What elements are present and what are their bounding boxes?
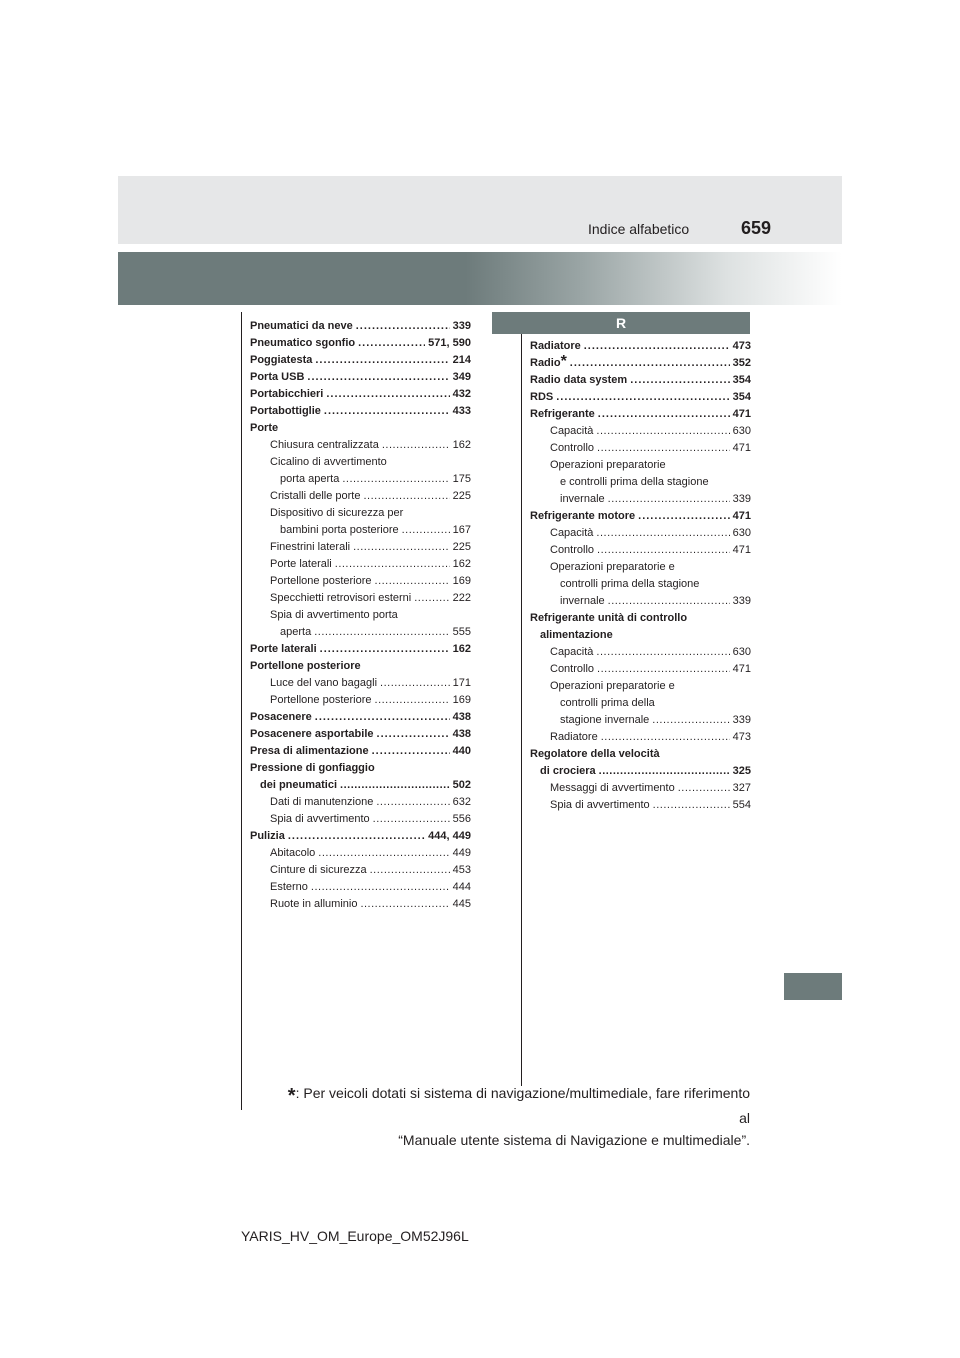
index-column-right <box>530 338 751 814</box>
entry-label: Cinture di sicurezza <box>270 864 367 876</box>
entry-page: 225 <box>452 541 471 553</box>
index-entry <box>250 488 471 505</box>
entry-label: Posacenere <box>250 711 312 723</box>
entry-label: Messaggi di avvertimento <box>550 782 675 794</box>
entry-page: 471 <box>732 442 751 454</box>
index-entry <box>250 862 471 879</box>
entry-page: 325 <box>732 765 751 777</box>
index-entry <box>530 491 751 508</box>
index-entry <box>530 525 751 542</box>
index-entry <box>530 610 751 627</box>
entry-page: 438 <box>452 728 471 740</box>
entry-label: Portabottiglie <box>250 405 321 417</box>
index-entry <box>250 879 471 896</box>
entry-label: alimentazione <box>540 629 613 641</box>
entry-label: Portellone posteriore <box>250 660 361 672</box>
entry-label: Radio <box>530 357 561 369</box>
entry-page: 449 <box>452 847 471 859</box>
index-entry <box>530 644 751 661</box>
entry-page: 444, 449 <box>428 830 471 842</box>
entry-page: 473 <box>732 340 751 352</box>
index-entry <box>530 372 751 389</box>
header-bar <box>118 176 842 244</box>
index-entry <box>250 573 471 590</box>
index-entry <box>530 780 751 797</box>
index-entry <box>250 845 471 862</box>
entry-label: Operazioni preparatorie <box>550 459 666 471</box>
entry-label: e controlli prima della stagione <box>560 476 709 488</box>
column-divider <box>521 312 522 1086</box>
entry-page: 556 <box>452 813 471 825</box>
leader-dots <box>597 661 730 678</box>
chapter-banner <box>118 252 842 305</box>
entry-label: porta aperta <box>280 473 340 485</box>
index-entry <box>250 420 471 437</box>
index-entry <box>530 797 751 814</box>
leader-dots <box>311 879 450 896</box>
letter-heading-r: R <box>492 312 750 334</box>
leader-dots <box>597 542 730 559</box>
leader-dots <box>630 372 729 389</box>
entry-page: 169 <box>452 575 471 587</box>
index-entry <box>530 729 751 746</box>
leader-dots <box>596 423 729 440</box>
entry-page: 473 <box>732 731 751 743</box>
index-entry <box>250 352 471 369</box>
entry-page: 630 <box>732 425 751 437</box>
leader-dots <box>597 440 730 457</box>
entry-label: Pneumatici da neve <box>250 320 353 332</box>
leader-dots <box>360 896 449 913</box>
leader-dots <box>584 338 730 355</box>
entry-page: 555 <box>452 626 471 638</box>
entry-page: 433 <box>452 405 471 417</box>
entry-label: Porte laterali <box>270 558 332 570</box>
index-entry <box>250 335 471 352</box>
entry-label: Porte <box>250 422 279 434</box>
index-entry <box>530 763 751 780</box>
entry-page: 471 <box>732 544 751 556</box>
entry-page: 571, 590 <box>428 337 471 349</box>
leader-dots <box>335 556 450 573</box>
index-entry <box>530 474 751 491</box>
index-entry <box>250 556 471 573</box>
index-entry <box>530 457 751 474</box>
entry-page: 432 <box>452 388 471 400</box>
document-id: YARIS_HV_OM_Europe_OM52J96L <box>241 1228 469 1244</box>
index-entry <box>250 692 471 709</box>
leader-dots <box>288 828 425 845</box>
entry-label: dei pneumatici <box>260 779 338 791</box>
entry-label: Spia di avvertimento porta <box>270 609 398 621</box>
leader-dots <box>599 763 730 780</box>
leader-dots <box>601 729 730 746</box>
leader-dots <box>318 845 449 862</box>
leader-dots <box>377 726 450 743</box>
entry-label: Esterno <box>270 881 308 893</box>
index-entry <box>250 590 471 607</box>
index-entry <box>250 658 471 675</box>
page-number: 659 <box>741 218 772 238</box>
leader-dots <box>370 862 450 879</box>
leader-dots <box>326 386 449 403</box>
index-entry <box>250 709 471 726</box>
leader-dots <box>652 712 729 729</box>
index-entry <box>250 641 471 658</box>
leader-dots <box>556 389 729 406</box>
leader-dots <box>570 355 730 372</box>
index-entry <box>530 627 751 644</box>
entry-label: Porte laterali <box>250 643 317 655</box>
index-entry <box>530 542 751 559</box>
index-entry <box>530 576 751 593</box>
leader-dots <box>653 797 730 814</box>
index-entry <box>250 454 471 471</box>
entry-label: Posacenere asportabile <box>250 728 374 740</box>
entry-label: Specchietti retrovisori esterni <box>270 592 412 604</box>
leader-dots <box>678 780 730 797</box>
leader-dots <box>324 403 450 420</box>
entry-page: 630 <box>732 646 751 658</box>
entry-label: Controllo <box>550 544 595 556</box>
entry-label: bambini porta posteriore <box>280 524 399 536</box>
entry-page: 444 <box>452 881 471 893</box>
entry-label: Pulizia <box>250 830 285 842</box>
chapter-side-tab <box>784 973 842 1000</box>
index-entry <box>530 406 751 423</box>
entry-label: Presa di alimentazione <box>250 745 369 757</box>
leader-dots <box>373 811 450 828</box>
entry-page: 222 <box>452 592 471 604</box>
entry-label: Spia di avvertimento <box>270 813 370 825</box>
index-entry <box>250 505 471 522</box>
index-entry <box>250 675 471 692</box>
entry-label: stagione invernale <box>560 714 650 726</box>
index-entry <box>530 423 751 440</box>
entry-page: 554 <box>732 799 751 811</box>
leader-dots <box>342 471 449 488</box>
index-entry: Radio * ..... 352 <box>530 355 751 372</box>
leader-dots <box>307 369 449 386</box>
entry-label: Regolatore della velocità <box>530 748 660 760</box>
entry-page: 352 <box>732 357 751 369</box>
entry-label: Dispositivo di sicurezza per <box>270 507 404 519</box>
leader-dots <box>382 437 450 454</box>
footnote-line-2: “Manuale utente sistema di Navigazione e multimediale”. <box>398 1132 750 1148</box>
entry-label: Pressione di gonfiaggio <box>250 762 375 774</box>
index-entry <box>530 712 751 729</box>
entry-page: 632 <box>452 796 471 808</box>
index-entry <box>530 440 751 457</box>
entry-label: Portabicchieri <box>250 388 324 400</box>
index-entry <box>250 760 471 777</box>
entry-page: 162 <box>452 439 471 451</box>
entry-label: Refrigerante <box>530 408 595 420</box>
footnote-star: * <box>287 1085 296 1107</box>
index-entry <box>250 624 471 641</box>
leader-dots <box>375 692 450 709</box>
index-entry <box>530 593 751 610</box>
footnote-text-1: : Per veicoli dotati si sistema di navigazione/multimediale, fare riferimento al <box>295 1085 750 1126</box>
index-entry <box>250 369 471 386</box>
index-entry <box>530 678 751 695</box>
index-entry <box>250 403 471 420</box>
leader-dots <box>375 573 450 590</box>
leader-dots <box>598 406 730 423</box>
leader-dots <box>608 491 730 508</box>
entry-label: Cristalli delle porte <box>270 490 361 502</box>
entry-label: controlli prima della <box>560 697 655 709</box>
entry-label: RDS <box>530 391 554 403</box>
leader-dots <box>638 508 730 525</box>
leader-dots <box>402 522 450 539</box>
entry-page: 339 <box>732 595 751 607</box>
index-entry <box>530 508 751 525</box>
entry-label: Radiatore <box>530 340 581 352</box>
entry-label: Luce del vano bagagli <box>270 677 378 689</box>
entry-label: Controllo <box>550 442 595 454</box>
entry-page: 167 <box>452 524 471 536</box>
entry-label: Dati di manutenzione <box>270 796 374 808</box>
entry-label: controlli prima della stagione <box>560 578 700 590</box>
leader-dots <box>372 743 450 760</box>
entry-label: Refrigerante unità di controllo <box>530 612 688 624</box>
entry-page: 175 <box>452 473 471 485</box>
entry-page: 339 <box>732 493 751 505</box>
entry-page: 225 <box>452 490 471 502</box>
entry-label: Pneumatico sgonfio <box>250 337 356 349</box>
entry-label: Portellone posteriore <box>270 694 372 706</box>
index-entry <box>250 777 471 794</box>
entry-page: 440 <box>452 745 471 757</box>
entry-page: 438 <box>452 711 471 723</box>
index-entry <box>250 539 471 556</box>
index-entry <box>530 559 751 576</box>
entry-page: 162 <box>452 558 471 570</box>
entry-page: 169 <box>452 694 471 706</box>
leader-dots <box>356 318 450 335</box>
left-rule <box>241 312 242 1110</box>
entry-label: Finestrini laterali <box>270 541 351 553</box>
entry-label: Radio data system <box>530 374 628 386</box>
index-entry <box>250 522 471 539</box>
entry-page: 445 <box>452 898 471 910</box>
entry-label: Cicalino di avvertimento <box>270 456 387 468</box>
leader-dots <box>340 777 450 794</box>
entry-page: 354 <box>732 391 751 403</box>
index-entry <box>250 794 471 811</box>
entry-label: Poggiatesta <box>250 354 313 366</box>
entry-label: Radiatore <box>550 731 598 743</box>
entry-label: Capacità <box>550 527 594 539</box>
entry-label: Refrigerante motore <box>530 510 636 522</box>
entry-page: 630 <box>732 527 751 539</box>
entry-label: invernale <box>560 595 605 607</box>
index-column-left <box>250 318 471 913</box>
index-entry <box>250 811 471 828</box>
leader-dots <box>315 352 449 369</box>
index-entry <box>250 386 471 403</box>
entry-label: Operazioni preparatorie e <box>550 561 675 573</box>
leader-dots <box>320 641 450 658</box>
index-entry <box>530 695 751 712</box>
entry-label: Chiusura centralizzata <box>270 439 379 451</box>
index-entry <box>530 746 751 763</box>
entry-label: aperta <box>280 626 312 638</box>
entry-page: 162 <box>452 643 471 655</box>
leader-dots <box>608 593 730 610</box>
index-entry <box>250 726 471 743</box>
leader-dots <box>353 539 450 556</box>
entry-page: 349 <box>452 371 471 383</box>
entry-label: Ruote in alluminio <box>270 898 358 910</box>
entry-page: 471 <box>732 663 751 675</box>
entry-page: 471 <box>732 510 751 522</box>
leader-dots <box>414 590 449 607</box>
leader-dots <box>380 675 450 692</box>
entry-label: Capacità <box>550 425 594 437</box>
index-entry <box>250 896 471 913</box>
entry-page: 214 <box>452 354 471 366</box>
index-entry <box>250 471 471 488</box>
leader-dots <box>596 525 729 542</box>
entry-page: 502 <box>452 779 471 791</box>
entry-page: 339 <box>452 320 471 332</box>
leader-dots <box>315 709 450 726</box>
entry-label: di crociera <box>540 765 596 777</box>
entry-page: 327 <box>732 782 751 794</box>
leader-dots <box>363 488 449 505</box>
entry-page: 471 <box>732 408 751 420</box>
entry-label: Operazioni preparatorie e <box>550 680 675 692</box>
entry-page: 453 <box>452 864 471 876</box>
entry-label: Porta USB <box>250 371 305 383</box>
footnote <box>280 1082 750 1151</box>
entry-page: 171 <box>452 677 471 689</box>
footnote-line-1 <box>280 1082 750 1129</box>
section-title: Indice alfabetico <box>588 221 690 237</box>
entry-page: 339 <box>732 714 751 726</box>
entry-label: invernale <box>560 493 605 505</box>
entry-label: Capacità <box>550 646 594 658</box>
entry-label: Portellone posteriore <box>270 575 372 587</box>
entry-label: Spia di avvertimento <box>550 799 650 811</box>
leader-dots <box>376 794 449 811</box>
index-entry <box>250 828 471 845</box>
leader-dots <box>314 624 449 641</box>
index-entry <box>250 607 471 624</box>
entry-label: Abitacolo <box>270 847 316 859</box>
index-entry <box>530 661 751 678</box>
index-entry <box>250 318 471 335</box>
index-entry <box>250 437 471 454</box>
entry-label: Controllo <box>550 663 595 675</box>
leader-dots <box>358 335 425 352</box>
leader-dots <box>596 644 729 661</box>
index-entry <box>250 743 471 760</box>
index-entry <box>530 389 751 406</box>
entry-page: 354 <box>732 374 751 386</box>
